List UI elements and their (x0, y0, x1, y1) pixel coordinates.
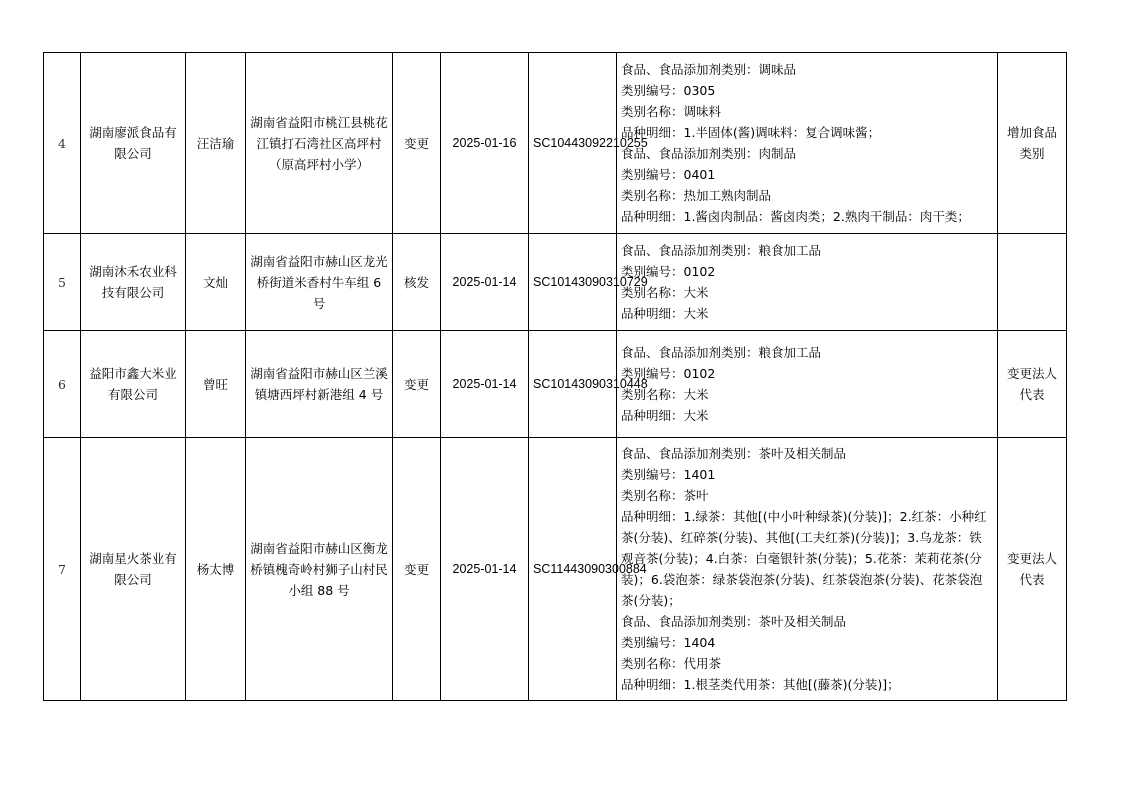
food-category-details: 食品、食品添加剂类别：茶叶及相关制品 类别编号：1401 类别名称：茶叶 品种明细：1.绿茶：其他[(中小叶种绿茶)(分装)]；2.红茶：小种红茶(分装)、红碎茶(分装)、其他[(工夫红茶)(分装)]；3.乌龙茶：铁观音茶(分装)；4.白茶：白毫银针茶(分装)；5.花茶：茉莉花茶(分装)；6.袋泡茶：绿茶袋泡茶(分装)、红茶袋泡茶(分装)、花茶袋泡茶(分装)； 食品、食品添加剂类别：茶叶及相关制品 类别编号：1404 类别名称：代用茶 品种明细：1.根茎类代用茶：其他[(藤茶)(分装)]； (617, 438, 998, 701)
application-type: 变更 (393, 438, 441, 701)
company-name: 湖南沐禾农业科技有限公司 (81, 234, 186, 331)
food-category-details: 食品、食品添加剂类别：调味品 类别编号：0305 类别名称：调味料 品种明细：1.半固体(酱)调味料：复合调味酱； 食品、食品添加剂类别：肉制品 类别编号：0401 类别名称：热加工熟肉制品 品种明细：1.酱卤肉制品：酱卤肉类；2.熟肉干制品：肉干类； (617, 53, 998, 234)
table-row (44, 234, 1067, 331)
company-name: 湖南星火茶业有限公司 (81, 438, 186, 701)
license-number: SC11443090300884 (529, 438, 617, 701)
food-category-details: 食品、食品添加剂类别：粮食加工品 类别编号：0102 类别名称：大米 品种明细：大米 (617, 234, 998, 331)
license-number: SC10143090310729 (529, 234, 617, 331)
license-number: SC10443092210255 (529, 53, 617, 234)
company-name: 湖南廖派食品有限公司 (81, 53, 186, 234)
issue-date: 2025-01-14 (441, 438, 529, 701)
license-number: SC10143090310448 (529, 331, 617, 438)
table-row (44, 53, 1067, 234)
license-table (43, 52, 1067, 701)
company-name: 益阳市鑫大米业有限公司 (81, 331, 186, 438)
issue-date: 2025-01-14 (441, 234, 529, 331)
address: 湖南省益阳市桃江县桃花江镇打石湾社区高坪村（原高坪村小学） (246, 53, 393, 234)
application-type: 核发 (393, 234, 441, 331)
row-number: 7 (44, 438, 81, 701)
food-category-details: 食品、食品添加剂类别：粮食加工品 类别编号：0102 类别名称：大米 品种明细：大米 (617, 331, 998, 438)
address: 湖南省益阳市赫山区龙光桥街道米香村牛车组 6 号 (246, 234, 393, 331)
table-row (44, 438, 1067, 701)
row-number: 5 (44, 234, 81, 331)
legal-representative: 杨太博 (186, 438, 246, 701)
address: 湖南省益阳市赫山区衡龙桥镇槐奇岭村狮子山村民小组 88 号 (246, 438, 393, 701)
remark: 增加食品类别 (998, 53, 1067, 234)
row-number: 4 (44, 53, 81, 234)
application-type: 变更 (393, 53, 441, 234)
application-type: 变更 (393, 331, 441, 438)
remark: 变更法人代表 (998, 331, 1067, 438)
remark: 变更法人代表 (998, 438, 1067, 701)
issue-date: 2025-01-14 (441, 331, 529, 438)
table-row (44, 331, 1067, 438)
address: 湖南省益阳市赫山区兰溪镇塘西坪村新港组 4 号 (246, 331, 393, 438)
issue-date: 2025-01-16 (441, 53, 529, 234)
remark (998, 234, 1067, 331)
row-number: 6 (44, 331, 81, 438)
legal-representative: 曾旺 (186, 331, 246, 438)
legal-representative: 文灿 (186, 234, 246, 331)
legal-representative: 汪洁瑜 (186, 53, 246, 234)
